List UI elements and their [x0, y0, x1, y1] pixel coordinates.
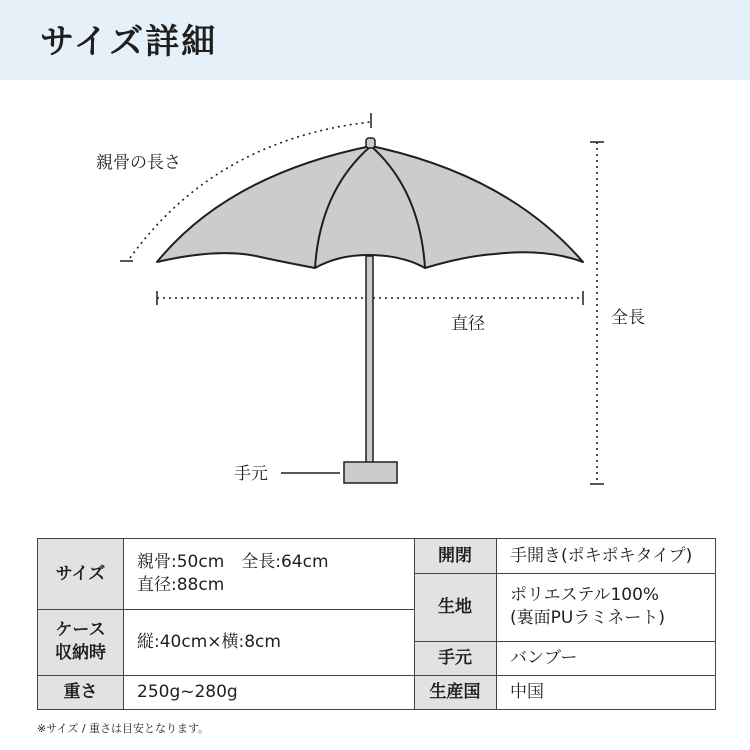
- spec-header-case-line1: ケース: [55, 620, 106, 640]
- umbrella-handle: [344, 462, 397, 483]
- footnote: ※サイズ / 重さは目安となります。: [37, 722, 210, 735]
- spec-value-handle: バンブー: [510, 647, 578, 668]
- spec-divider: [38, 609, 414, 610]
- spec-divider: [414, 641, 715, 642]
- spec-header-case: [38, 609, 123, 675]
- umbrella-diagram: [0, 80, 750, 520]
- spec-value-case: 縦:40cm×横:8cm: [137, 631, 281, 652]
- spec-divider: [38, 675, 414, 676]
- spec-header-size: サイズ: [38, 539, 123, 609]
- spec-header-origin: 生産国: [414, 675, 496, 709]
- spec-divider: [414, 539, 415, 709]
- spec-divider: [123, 539, 124, 709]
- spec-value-opening: 手開き(ポキポキタイプ): [510, 545, 693, 566]
- umbrella-illustration: [0, 80, 750, 520]
- spec-header-weight: 重さ: [38, 675, 123, 709]
- spec-header-case-line2: 収納時: [55, 643, 106, 663]
- diameter-label: 直径: [451, 314, 485, 334]
- handle-label: 手元: [234, 464, 268, 484]
- spec-value-fabric: [496, 573, 715, 641]
- spec-value-origin: 中国: [510, 681, 544, 702]
- spec-value-fabric-line2: (裏面PUラミネート): [510, 608, 665, 628]
- spec-value-size: [123, 539, 414, 609]
- umbrella-tip: [366, 138, 375, 148]
- spec-header-handle: 手元: [414, 641, 496, 675]
- spec-header-fabric: 生地: [414, 573, 496, 641]
- spec-header-opening: 開閉: [414, 539, 496, 573]
- spec-value-fabric-line1: ポリエステル100%: [510, 585, 660, 605]
- rib-length-label: 親骨の長さ: [96, 153, 181, 173]
- umbrella-canopy: [157, 146, 583, 268]
- spec-divider: [496, 539, 497, 709]
- total-length-label: 全長: [611, 308, 645, 328]
- umbrella-shaft: [366, 256, 373, 464]
- spec-value-weight: 250g~280g: [137, 681, 238, 702]
- spec-value-size-line1: 親骨:50cm 全長:64cm: [137, 552, 329, 572]
- page-header: [0, 0, 750, 80]
- spec-divider: [414, 675, 715, 676]
- page-title: サイズ詳細: [40, 22, 218, 62]
- spec-value-size-line2: 直径:88cm: [137, 575, 225, 595]
- spec-divider: [414, 573, 715, 574]
- spec-table: [37, 538, 716, 710]
